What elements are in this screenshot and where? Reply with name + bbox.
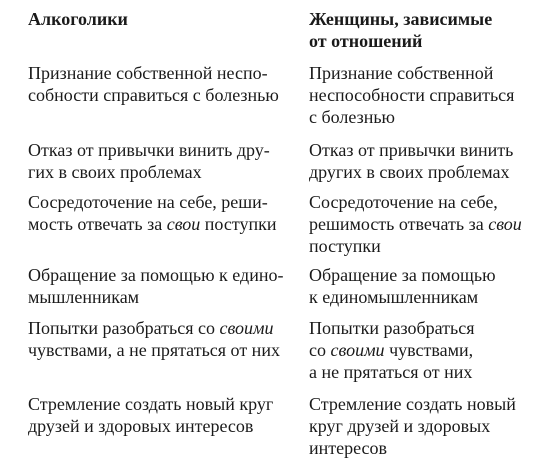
row-2-col2-line2: других в своих проблемах xyxy=(309,162,510,182)
row-3-col1-line2 xyxy=(28,213,277,235)
row-1-col1-line1: Признание собственной неспо- xyxy=(28,63,268,83)
row-5-col1-emphasis: своими xyxy=(219,318,274,338)
row-3-col2 xyxy=(309,191,522,257)
row-1-col1-line2: собности справиться с болезнью xyxy=(28,85,279,105)
row-4-col1-line2: мышленникам xyxy=(28,287,140,307)
row-3-col2-line1: Сосредоточение на себе, xyxy=(309,192,498,212)
header-col1-text: Алкоголики xyxy=(28,9,128,29)
row-2-col2 xyxy=(309,139,513,183)
row-1-col2-line2: неспособности справиться xyxy=(309,85,515,105)
row-2-col1-line2: гих в своих проблемах xyxy=(28,162,202,182)
header-codependent-women xyxy=(309,8,492,52)
row-5-col1-line2: чувствами, а не прятаться от них xyxy=(28,340,280,360)
row-2-col1-line1: Отказ от привычки винить дру- xyxy=(28,140,270,160)
row-5-col2-text-a: со xyxy=(309,340,331,360)
row-5-col1 xyxy=(28,317,280,361)
row-2-col1 xyxy=(28,139,270,183)
row-5-col1-line1 xyxy=(28,317,280,339)
row-1-col1 xyxy=(28,62,279,106)
row-3-col2-line2 xyxy=(309,213,522,235)
row-5-col2-line1: Попытки разобраться xyxy=(309,318,475,338)
row-2-col2-line1: Отказ от привычки винить xyxy=(309,140,514,160)
header-col2-line2: от отношений xyxy=(309,31,423,51)
row-5-col2-text-b: чувствами, xyxy=(384,340,474,360)
row-5-col2 xyxy=(309,317,475,383)
row-5-col1-text-a: Попытки разобраться со xyxy=(28,318,220,338)
header-col2-line1: Женщины, зависимые xyxy=(309,9,493,29)
row-1-col2 xyxy=(309,62,514,128)
row-6-col1-line1: Стремление создать новый круг xyxy=(28,394,274,414)
row-3-col1-text-b: поступки xyxy=(200,214,277,234)
row-4-col1-line1: Обращение за помощью к едино- xyxy=(28,265,284,285)
row-5-col2-line2 xyxy=(309,339,475,361)
row-6-col2 xyxy=(309,393,516,459)
row-3-col1-text-a: мость отвечать за xyxy=(28,214,167,234)
row-4-col2-line1: Обращение за помощью xyxy=(309,265,496,285)
row-6-col2-line3: интересов xyxy=(309,438,388,458)
row-5-col2-line3: а не прятаться от них xyxy=(309,362,473,382)
row-6-col1 xyxy=(28,393,273,437)
row-3-col1-line1: Сосредоточение на себе, реши- xyxy=(28,192,268,212)
row-3-col1-emphasis: свои xyxy=(166,214,201,234)
row-5-col2-emphasis: своими xyxy=(330,340,385,360)
row-6-col2-line2: круг друзей и здоровых xyxy=(309,416,491,436)
row-3-col2-text-a: решимость отвечать за xyxy=(309,214,489,234)
row-3-col2-line3: поступки xyxy=(309,236,381,256)
row-4-col1 xyxy=(28,264,283,308)
row-1-col2-line1: Признание собственной xyxy=(309,63,494,83)
row-3-col1 xyxy=(28,191,277,235)
row-6-col1-line2: друзей и здоровых интересов xyxy=(28,416,254,436)
row-1-col2-line3: с болезнью xyxy=(309,107,396,127)
header-alcoholics xyxy=(28,8,128,30)
row-4-col2-line2: к единомышленникам xyxy=(309,287,479,307)
row-4-col2 xyxy=(309,264,496,308)
row-3-col2-emphasis: свои xyxy=(488,214,522,234)
row-6-col2-line1: Стремление создать новый xyxy=(309,394,516,414)
